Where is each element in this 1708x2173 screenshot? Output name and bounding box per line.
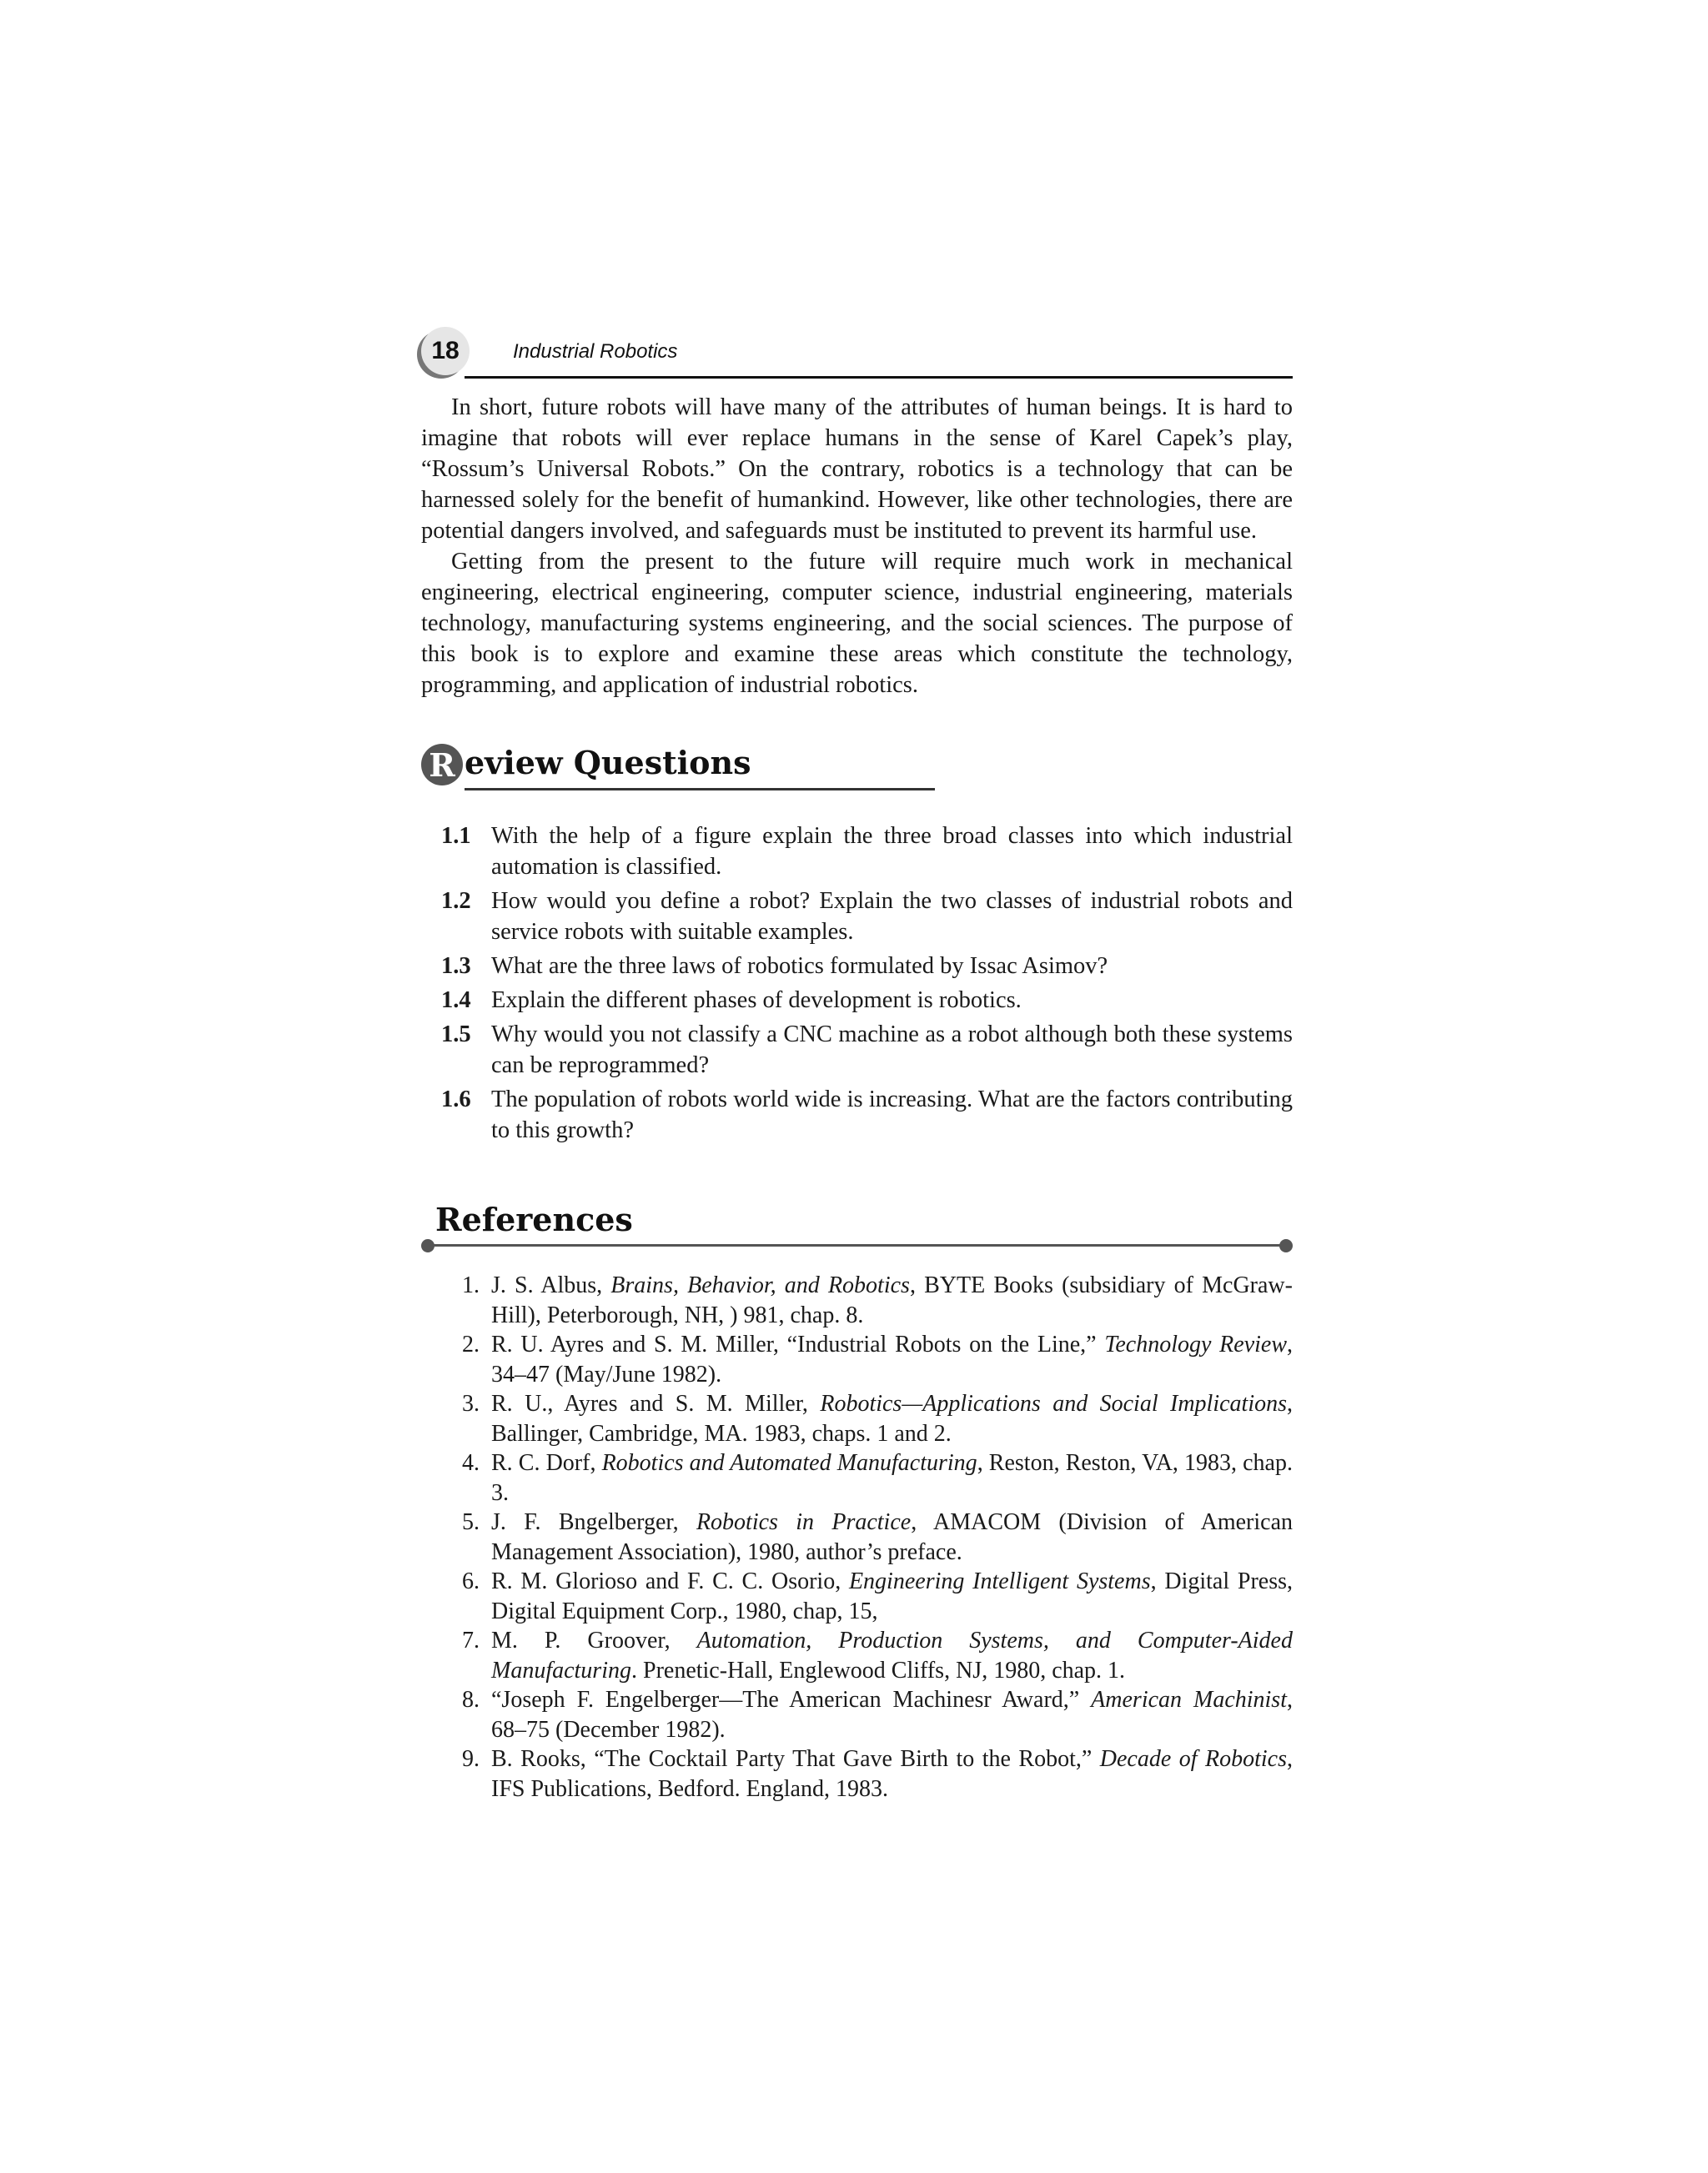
question-text: Why would you not classify a CNC machine as a robot although both these systems can be reprogrammed? (491, 1021, 1293, 1078)
reference-details: , IFS Publications, Bedford. England, 1983. (491, 1746, 1293, 1802)
reference-text (491, 1330, 1293, 1389)
review-initial-letter: R (429, 745, 455, 784)
reference-details: , BYTE Books (subsidiary of McGraw-Hill), Peterborough, NH, ) 981, chap. 8. (491, 1272, 1293, 1328)
reference-number: 8. (462, 1687, 480, 1713)
review-question (421, 985, 1293, 1016)
question-text: The population of robots world wide is increasing. What are the factors contributing to this growth? (491, 1086, 1293, 1143)
question-number: 1.4 (441, 987, 471, 1013)
reference-authors: “Joseph F. Engelberger—The American Machinesr Award,” (491, 1687, 1092, 1713)
reference-work-title: American Machinist (1091, 1687, 1287, 1713)
body-paragraph-1: In short, future robots will have many of the attributes of human beings. It is hard to imagine that robots will ever replace humans in the sense of Karel Capek’s play, “Rossum’s Universal Robots.” On the contrary, robotics is a technology that can be harnessed solely for the benefit of humankind. However, like other technologies, there are potential dangers involved, and safeguards must be instituted to prevent its harmful use. (421, 394, 1293, 544)
reference-details: , 68–75 (December 1982). (491, 1687, 1293, 1743)
reference-authors: J. S. Albus, (491, 1272, 611, 1298)
review-question (421, 1084, 1293, 1146)
reference-authors: R. U., Ayres and S. M. Miller, (491, 1391, 821, 1417)
question-text: With the help of a figure explain the three broad classes into which industrial automation is classified. (491, 823, 1293, 880)
reference-number: 6. (462, 1568, 480, 1594)
review-heading-text: eview Questions (465, 744, 751, 781)
reference-number: 3. (462, 1391, 480, 1417)
question-text: What are the three laws of robotics formulated by Issac Asimov? (491, 953, 1108, 979)
reference-number: 2. (462, 1332, 480, 1357)
reference-work-title: Technology Review (1104, 1332, 1288, 1357)
reference-details: , Ballinger, Cambridge, MA. 1983, chaps. 1 and 2. (491, 1391, 1293, 1447)
question-number: 1.6 (441, 1086, 471, 1112)
reference-list (421, 1271, 1293, 1804)
review-heading-rule (465, 788, 935, 790)
reference-authors: R. U. Ayres and S. M. Miller, “Industrial Robots on the Line,” (491, 1332, 1105, 1357)
review-question (421, 821, 1293, 882)
reference-details: , AMACOM (Division of American Management Association), 1980, author’s preface. (491, 1509, 1294, 1565)
reference-authors: M. P. Groover, (491, 1628, 697, 1654)
reference-number: 4. (462, 1450, 480, 1476)
reference-entry (421, 1330, 1293, 1389)
question-number: 1.1 (441, 823, 471, 849)
reference-number: 7. (462, 1628, 480, 1654)
question-text: How would you define a robot? Explain the two classes of industrial robots and service robots with suitable examples. (491, 888, 1293, 945)
reference-number: 1. (462, 1272, 480, 1298)
question-number: 1.2 (441, 888, 471, 914)
reference-work-title: Automation, Production Systems, and Computer-Aided Manufacturing (491, 1628, 1293, 1684)
running-title: Industrial Robotics (513, 340, 678, 363)
reference-entry (421, 1744, 1293, 1804)
reference-entry (421, 1448, 1293, 1508)
reference-entry (421, 1567, 1293, 1626)
body-paragraph-2: Getting from the present to the future will require much work in mechanical engineering, electrical engineering, computer science, industrial engineering, materials technology, manufacturing systems engineering, and the social sciences. The purpose of this book is to explore and examine these areas which constitute the technology, programming, and application of industrial robotics. (421, 549, 1293, 698)
page-number: 18 (431, 337, 460, 364)
reference-work-title: Brains, Behavior, and Robotics (610, 1272, 910, 1298)
review-initial-badge (421, 744, 463, 785)
reference-details: , Digital Press, Digital Equipment Corp., 1980, chap, 15, (491, 1568, 1294, 1624)
reference-details: , 34–47 (May/June 1982). (491, 1332, 1294, 1388)
reference-authors: B. Rooks, “The Cocktail Party That Gave Birth to the Robot,” (491, 1746, 1100, 1772)
reference-text (491, 1744, 1293, 1804)
question-text: Explain the different phases of development is robotics. (491, 987, 1022, 1013)
question-number: 1.5 (441, 1021, 471, 1047)
references-rule (428, 1244, 1286, 1247)
reference-text (491, 1567, 1293, 1626)
review-question-list (421, 821, 1293, 1146)
review-questions-heading (421, 740, 1293, 790)
reference-entry (421, 1626, 1293, 1685)
reference-number: 9. (462, 1746, 480, 1772)
reference-number: 5. (462, 1509, 480, 1535)
reference-authors: J. F. Bngelberger, (491, 1509, 696, 1535)
review-question (421, 1019, 1293, 1081)
rule-end-dot-right (1279, 1239, 1293, 1252)
reference-details: . Prenetic-Hall, Englewood Cliffs, NJ, 1980, chap. 1. (631, 1657, 1126, 1684)
reference-entry (421, 1508, 1293, 1567)
reference-work-title: Robotics—Applications and Social Implications (820, 1391, 1287, 1417)
reference-authors: R. C. Dorf, (491, 1450, 602, 1476)
reference-details: , Reston, Reston, VA, 1983, chap. 3. (491, 1450, 1293, 1506)
reference-text (491, 1626, 1293, 1685)
references-title: References (435, 1201, 633, 1238)
review-question (421, 886, 1293, 947)
reference-entry (421, 1271, 1293, 1330)
reference-text (491, 1508, 1293, 1567)
reference-authors: R. M. Glorioso and F. C. C. Osorio, (491, 1568, 849, 1594)
reference-work-title: Robotics in Practice (696, 1509, 912, 1535)
running-header (421, 327, 1293, 380)
book-page (421, 327, 1293, 1804)
reference-text (491, 1389, 1293, 1448)
question-number: 1.3 (441, 953, 471, 979)
reference-text (491, 1271, 1293, 1330)
page-number-badge (421, 327, 470, 375)
review-question (421, 951, 1293, 981)
reference-work-title: Decade of Robotics (1099, 1746, 1287, 1772)
reference-text (491, 1448, 1293, 1508)
reference-entry (421, 1685, 1293, 1744)
reference-entry (421, 1389, 1293, 1448)
reference-work-title: Engineering Intelligent Systems (848, 1568, 1151, 1594)
reference-text (491, 1685, 1293, 1744)
references-heading (421, 1197, 1293, 1251)
reference-work-title: Robotics and Automated Manufacturing (601, 1450, 977, 1476)
header-rule (465, 376, 1293, 379)
